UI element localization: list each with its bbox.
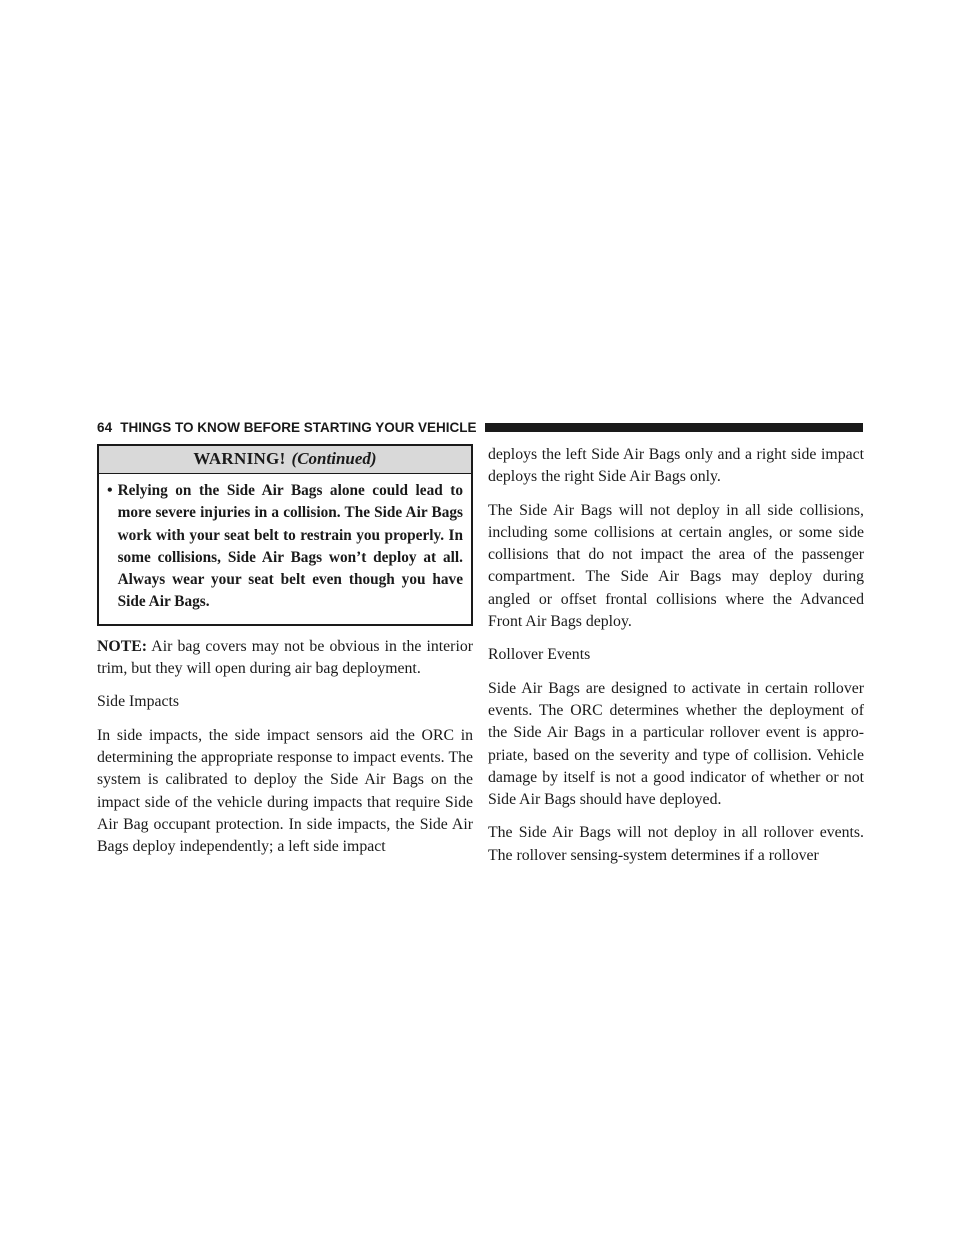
section-title: THINGS TO KNOW BEFORE STARTING YOUR VEHICLE — [120, 419, 477, 435]
note-paragraph — [97, 636, 473, 681]
warning-header — [99, 446, 471, 474]
page-header — [97, 417, 863, 437]
header-rule — [485, 423, 864, 432]
rollover-heading: Rollover Events — [488, 646, 591, 664]
warning-body — [99, 474, 471, 624]
warning-bullet-text: Relying on the Side Air Bags alone could lead to more severe injuries in a collision. The Side Air Bags work with your seat belt to restrain you properly. In some collisions, Side Air Bags won’t deploy at all. Always wear your seat belt even though you have Side Air Bags. — [117, 482, 463, 611]
rollover-paragraph-2: The Side Air Bags will not deploy in all rollover events. The rollover sensing-system determines if a rollover — [488, 824, 864, 864]
note-text: Air bag covers may not be obvious in the interior trim, but they will open during air bag deployment. — [97, 637, 473, 678]
warning-continued: (Continued) — [291, 449, 377, 468]
rollover-paragraph: Side Air Bags are designed to activate in certain rollover events. The ORC determines whether the deployment of the Side Air Bags in a particular rollover event is appro- priate, based on the severity and type of collision. Vehicle damage by itself is not a good indicator of whether or not Side Air Bags should have deployed. — [488, 679, 864, 809]
continuation-paragraph: deploys the left Side Air Bags only and a right side impact deploys the right Side Air Bags only. — [488, 446, 864, 486]
warning-title: WARNING! — [193, 449, 286, 468]
bullet-icon: • — [107, 482, 113, 499]
not-all-collisions-paragraph: The Side Air Bags will not deploy in all side collisions, including some collisions at certain angles, or some side collisions that do not impact the area of the passenger compartment. The Side Air Bags may deploy during angled or offset frontal collisions where the Advanced Front Air Bags deploy. — [488, 501, 864, 631]
note-label: NOTE: — [97, 637, 148, 655]
page-number: 64 — [97, 419, 113, 435]
side-impacts-paragraph: In side impacts, the side impact sensors aid the ORC in determining the appropriate response to impact events. The system is calibrated to deploy the Side Air Bags on the impact side of the vehicle during impacts that require Side Air Bag occupant protection. In side impacts, the Side Air Bags deploy independently; a left side impact — [97, 726, 473, 856]
right-column — [488, 444, 864, 878]
side-impacts-heading: Side Impacts — [97, 693, 180, 711]
warning-box — [97, 444, 473, 626]
left-column — [97, 444, 473, 869]
